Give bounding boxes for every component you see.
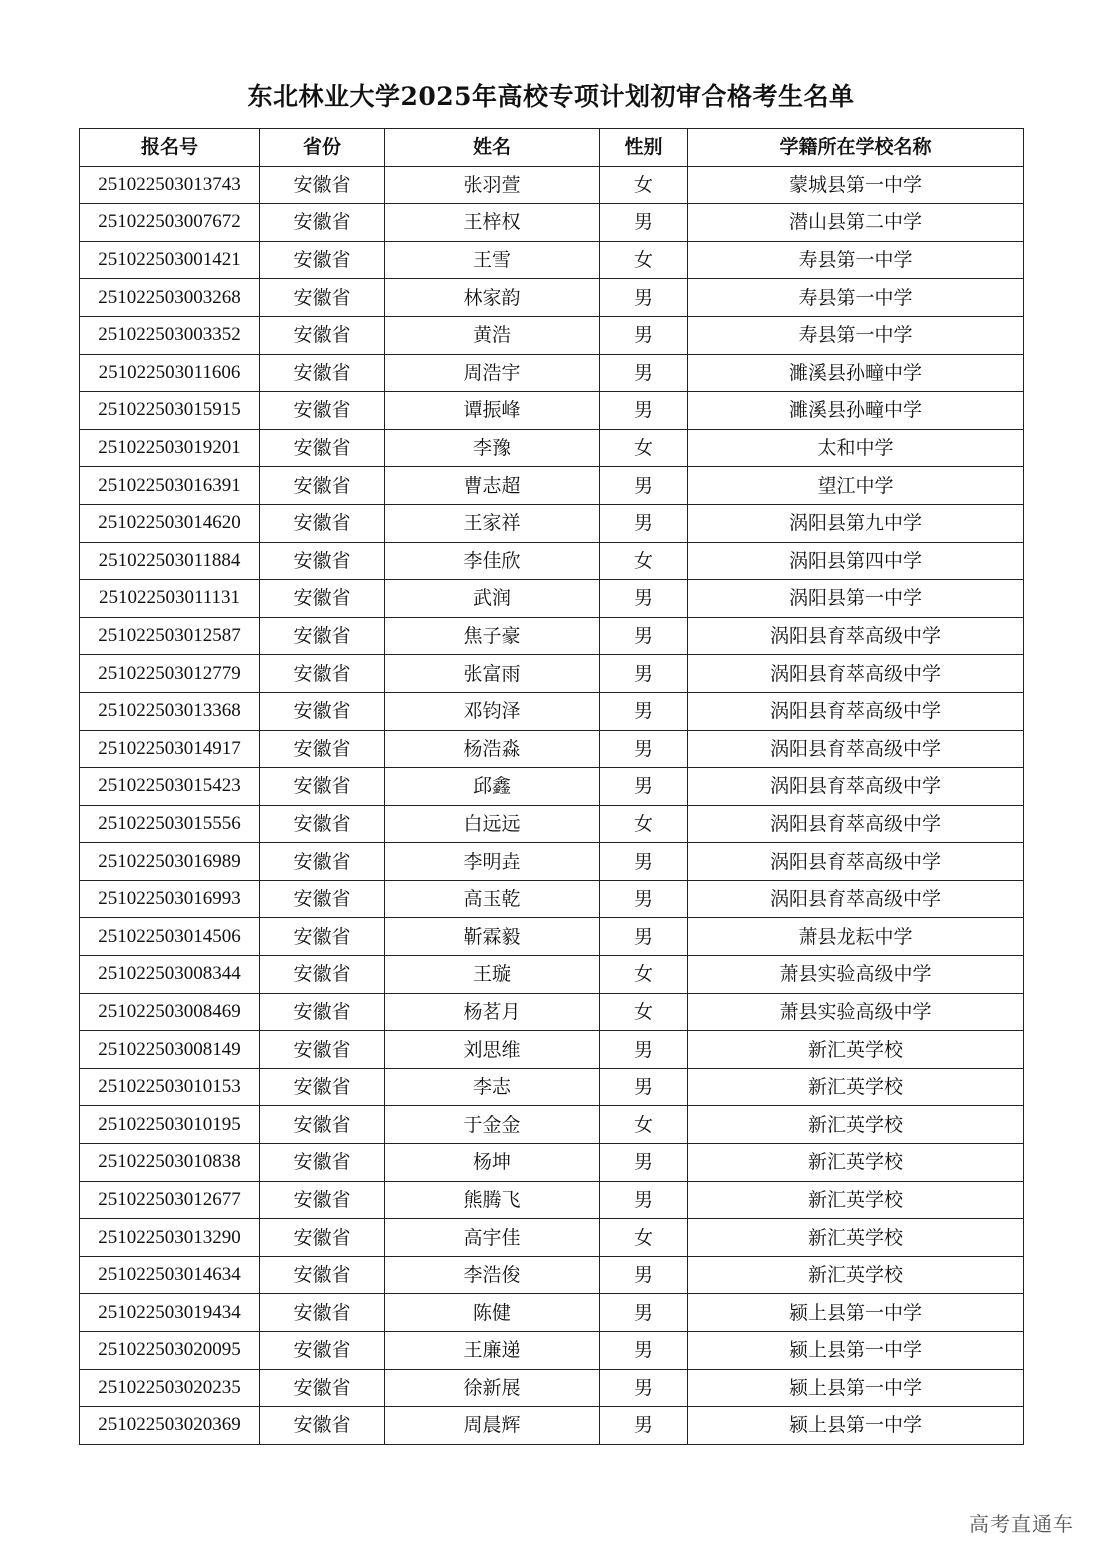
cell-registration-number: 251022503010838 [80,1144,260,1182]
table-row [80,768,1024,806]
cell-name: 杨坤 [385,1144,600,1182]
header-school: 学籍所在学校名称 [688,129,1024,167]
cell-school: 涡阳县育萃高级中学 [688,880,1024,918]
cell-name: 高玉乾 [385,880,600,918]
cell-province: 安徽省 [260,655,385,693]
cell-province: 安徽省 [260,692,385,730]
cell-school: 涡阳县第九中学 [688,504,1024,542]
cell-school: 寿县第一中学 [688,279,1024,317]
table-row [80,392,1024,430]
table-row [80,1256,1024,1294]
cell-name: 张富雨 [385,655,600,693]
cell-gender: 男 [600,918,688,956]
cell-school: 涡阳县育萃高级中学 [688,768,1024,806]
table-row [80,504,1024,542]
cell-province: 安徽省 [260,1256,385,1294]
cell-name: 李豫 [385,429,600,467]
cell-registration-number: 251022503010195 [80,1106,260,1144]
cell-province: 安徽省 [260,1144,385,1182]
cell-registration-number: 251022503011606 [80,354,260,392]
cell-province: 安徽省 [260,1068,385,1106]
cell-gender: 女 [600,542,688,580]
cell-school: 新汇英学校 [688,1181,1024,1219]
table-row [80,805,1024,843]
cell-name: 邓钧泽 [385,692,600,730]
watermark-text: 高考直通车 [969,1512,1074,1536]
table-row [80,655,1024,693]
cell-name: 高宇佳 [385,1219,600,1257]
cell-registration-number: 251022503011131 [80,580,260,618]
cell-province: 安徽省 [260,993,385,1031]
cell-registration-number: 251022503015423 [80,768,260,806]
cell-registration-number: 251022503016391 [80,467,260,505]
table-row [80,1407,1024,1445]
cell-name: 李明垚 [385,843,600,881]
table-row [80,956,1024,994]
cell-registration-number: 251022503016989 [80,843,260,881]
cell-gender: 男 [600,467,688,505]
cell-gender: 男 [600,580,688,618]
cell-gender: 男 [600,316,688,354]
cell-name: 曹志超 [385,467,600,505]
table-row [80,1144,1024,1182]
cell-name: 武润 [385,580,600,618]
cell-registration-number: 251022503003268 [80,279,260,317]
cell-province: 安徽省 [260,617,385,655]
table-row [80,1068,1024,1106]
cell-registration-number: 251022503010153 [80,1068,260,1106]
cell-school: 濉溪县孙疃中学 [688,392,1024,430]
cell-school: 新汇英学校 [688,1144,1024,1182]
cell-name: 杨浩淼 [385,730,600,768]
cell-province: 安徽省 [260,429,385,467]
cell-name: 于金金 [385,1106,600,1144]
cell-province: 安徽省 [260,1407,385,1445]
cell-name: 王璇 [385,956,600,994]
cell-registration-number: 251022503020235 [80,1369,260,1407]
table-row [80,1332,1024,1370]
cell-gender: 男 [600,1181,688,1219]
cell-registration-number: 251022503016993 [80,880,260,918]
cell-gender: 男 [600,504,688,542]
header-gender: 性别 [600,129,688,167]
cell-name: 周浩宇 [385,354,600,392]
cell-school: 涡阳县育萃高级中学 [688,805,1024,843]
cell-school: 望江中学 [688,467,1024,505]
cell-school: 颍上县第一中学 [688,1294,1024,1332]
table-row [80,843,1024,881]
cell-gender: 女 [600,166,688,204]
header-registration-number: 报名号 [80,129,260,167]
cell-name: 林家韵 [385,279,600,317]
cell-province: 安徽省 [260,1294,385,1332]
cell-gender: 男 [600,617,688,655]
cell-registration-number: 251022503015556 [80,805,260,843]
cell-gender: 女 [600,429,688,467]
cell-school: 萧县实验高级中学 [688,956,1024,994]
cell-gender: 男 [600,730,688,768]
cell-registration-number: 251022503008469 [80,993,260,1031]
cell-registration-number: 251022503020369 [80,1407,260,1445]
cell-registration-number: 251022503014506 [80,918,260,956]
cell-province: 安徽省 [260,880,385,918]
cell-registration-number: 251022503019201 [80,429,260,467]
cell-province: 安徽省 [260,316,385,354]
cell-province: 安徽省 [260,204,385,242]
cell-province: 安徽省 [260,1369,385,1407]
header-province: 省份 [260,129,385,167]
cell-province: 安徽省 [260,279,385,317]
cell-school: 太和中学 [688,429,1024,467]
table-row [80,1106,1024,1144]
cell-name: 熊腾飞 [385,1181,600,1219]
cell-name: 谭振峰 [385,392,600,430]
cell-province: 安徽省 [260,956,385,994]
cell-school: 新汇英学校 [688,1068,1024,1106]
cell-registration-number: 251022503008149 [80,1031,260,1069]
cell-name: 杨茗月 [385,993,600,1031]
cell-province: 安徽省 [260,843,385,881]
table-row [80,1369,1024,1407]
cell-school: 新汇英学校 [688,1256,1024,1294]
cell-gender: 男 [600,1068,688,1106]
cell-province: 安徽省 [260,241,385,279]
cell-school: 寿县第一中学 [688,316,1024,354]
cell-gender: 男 [600,204,688,242]
cell-school: 新汇英学校 [688,1219,1024,1257]
cell-province: 安徽省 [260,730,385,768]
cell-registration-number: 251022503008344 [80,956,260,994]
table-row [80,204,1024,242]
table-row [80,241,1024,279]
table-row [80,542,1024,580]
cell-school: 涡阳县育萃高级中学 [688,617,1024,655]
cell-registration-number: 251022503013743 [80,166,260,204]
table-body [80,166,1024,1444]
cell-gender: 男 [600,880,688,918]
cell-province: 安徽省 [260,805,385,843]
cell-name: 白远远 [385,805,600,843]
cell-province: 安徽省 [260,392,385,430]
cell-school: 颍上县第一中学 [688,1407,1024,1445]
table-row [80,617,1024,655]
table-row [80,730,1024,768]
cell-name: 徐新展 [385,1369,600,1407]
candidate-table [79,128,1024,1445]
cell-name: 李佳欣 [385,542,600,580]
cell-registration-number: 251022503020095 [80,1332,260,1370]
table-row [80,166,1024,204]
cell-school: 潜山县第二中学 [688,204,1024,242]
cell-name: 周晨辉 [385,1407,600,1445]
table-row [80,316,1024,354]
cell-province: 安徽省 [260,354,385,392]
table-row [80,880,1024,918]
table-row [80,1219,1024,1257]
cell-gender: 女 [600,1219,688,1257]
cell-province: 安徽省 [260,1031,385,1069]
cell-gender: 女 [600,241,688,279]
table-row [80,467,1024,505]
table-row [80,429,1024,467]
cell-registration-number: 251022503012587 [80,617,260,655]
cell-registration-number: 251022503012677 [80,1181,260,1219]
cell-province: 安徽省 [260,467,385,505]
header-name: 姓名 [385,129,600,167]
cell-registration-number: 251022503011884 [80,542,260,580]
cell-school: 涡阳县育萃高级中学 [688,843,1024,881]
table-row [80,1294,1024,1332]
cell-gender: 男 [600,768,688,806]
cell-school: 涡阳县育萃高级中学 [688,730,1024,768]
cell-gender: 男 [600,1294,688,1332]
cell-name: 邱鑫 [385,768,600,806]
cell-name: 王雪 [385,241,600,279]
cell-school: 濉溪县孙疃中学 [688,354,1024,392]
cell-province: 安徽省 [260,542,385,580]
cell-school: 蒙城县第一中学 [688,166,1024,204]
cell-gender: 男 [600,392,688,430]
cell-school: 新汇英学校 [688,1106,1024,1144]
cell-name: 王梓权 [385,204,600,242]
cell-gender: 男 [600,655,688,693]
cell-school: 颍上县第一中学 [688,1332,1024,1370]
cell-gender: 男 [600,1369,688,1407]
cell-gender: 男 [600,1407,688,1445]
table-row [80,354,1024,392]
table-row [80,692,1024,730]
cell-province: 安徽省 [260,166,385,204]
cell-school: 涡阳县第四中学 [688,542,1024,580]
cell-school: 萧县实验高级中学 [688,993,1024,1031]
cell-gender: 女 [600,956,688,994]
cell-province: 安徽省 [260,580,385,618]
cell-gender: 男 [600,1144,688,1182]
table-row [80,279,1024,317]
cell-gender: 女 [600,1106,688,1144]
cell-school: 颍上县第一中学 [688,1369,1024,1407]
cell-name: 张羽萱 [385,166,600,204]
cell-registration-number: 251022503001421 [80,241,260,279]
cell-registration-number: 251022503014634 [80,1256,260,1294]
cell-province: 安徽省 [260,1219,385,1257]
cell-name: 王家祥 [385,504,600,542]
cell-name: 靳霖毅 [385,918,600,956]
cell-name: 陈健 [385,1294,600,1332]
cell-province: 安徽省 [260,1332,385,1370]
cell-name: 李浩俊 [385,1256,600,1294]
cell-school: 涡阳县育萃高级中学 [688,692,1024,730]
table-row [80,1181,1024,1219]
cell-gender: 男 [600,1256,688,1294]
cell-registration-number: 251022503015915 [80,392,260,430]
page-title: 东北林业大学2025年高校专项计划初审合格考生名单 [247,82,855,111]
cell-registration-number: 251022503014917 [80,730,260,768]
cell-gender: 男 [600,354,688,392]
cell-school: 涡阳县第一中学 [688,580,1024,618]
table-row [80,918,1024,956]
cell-registration-number: 251022503014620 [80,504,260,542]
cell-gender: 男 [600,279,688,317]
cell-name: 李志 [385,1068,600,1106]
cell-gender: 男 [600,692,688,730]
cell-province: 安徽省 [260,1106,385,1144]
cell-name: 焦子豪 [385,617,600,655]
cell-registration-number: 251022503013290 [80,1219,260,1257]
header-row [80,129,1024,167]
table-header [80,129,1024,167]
cell-name: 刘思维 [385,1031,600,1069]
cell-registration-number: 251022503007672 [80,204,260,242]
cell-gender: 女 [600,993,688,1031]
cell-gender: 男 [600,843,688,881]
cell-school: 萧县龙耘中学 [688,918,1024,956]
cell-gender: 女 [600,805,688,843]
cell-province: 安徽省 [260,918,385,956]
table-row [80,993,1024,1031]
cell-gender: 男 [600,1332,688,1370]
cell-school: 寿县第一中学 [688,241,1024,279]
cell-registration-number: 251022503019434 [80,1294,260,1332]
cell-name: 黄浩 [385,316,600,354]
cell-province: 安徽省 [260,504,385,542]
cell-registration-number: 251022503012779 [80,655,260,693]
cell-gender: 男 [600,1031,688,1069]
table-row [80,1031,1024,1069]
cell-school: 涡阳县育萃高级中学 [688,655,1024,693]
cell-registration-number: 251022503013368 [80,692,260,730]
cell-province: 安徽省 [260,768,385,806]
cell-name: 王廉递 [385,1332,600,1370]
cell-registration-number: 251022503003352 [80,316,260,354]
table-row [80,580,1024,618]
cell-province: 安徽省 [260,1181,385,1219]
cell-school: 新汇英学校 [688,1031,1024,1069]
